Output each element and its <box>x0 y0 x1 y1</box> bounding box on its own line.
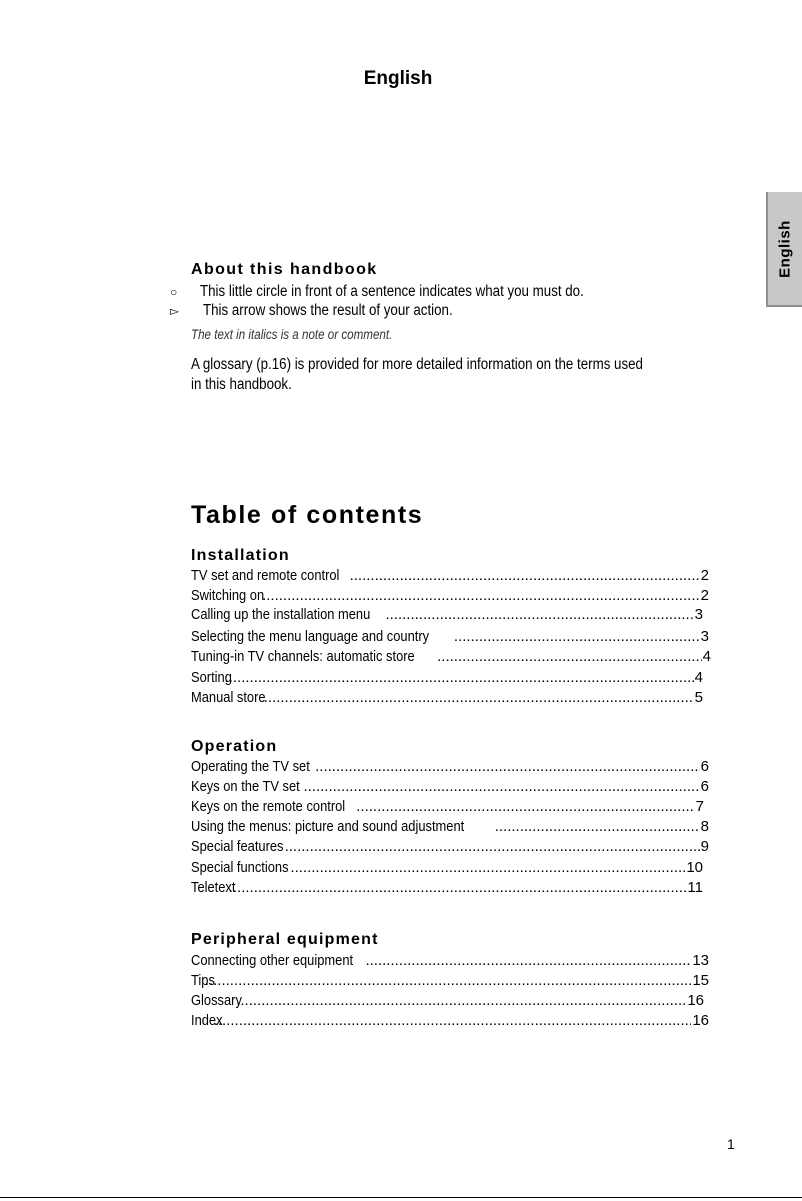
toc-leader <box>290 859 685 876</box>
toc-leader <box>365 952 691 969</box>
glossary-note-line-2 <box>191 376 308 394</box>
italic-note <box>191 327 425 342</box>
toc-entry-title: Operating the TV set <box>191 758 310 775</box>
toc-entry[interactable] <box>191 567 709 587</box>
toc-entry[interactable] <box>191 689 703 709</box>
side-tab-label: English <box>776 219 794 278</box>
bullet-circle-row <box>170 283 177 301</box>
toc-leader <box>262 587 700 604</box>
bullet-arrow-text <box>203 302 493 320</box>
toc-entry-title: Connecting other equipment <box>191 952 354 969</box>
toc-entry[interactable] <box>191 648 711 668</box>
italic-note-text: The text in italics is a note or comment. <box>191 327 393 342</box>
toc-leader <box>205 972 692 989</box>
toc-leader <box>236 992 686 1009</box>
toc-leader <box>264 689 694 706</box>
glossary-note-text-1: A glossary (p.16) is provided for more detailed information on the terms used <box>191 356 643 373</box>
toc-entry[interactable] <box>191 606 703 626</box>
page-number: 1 <box>727 1136 735 1152</box>
bullet-circle-label: This little circle in front of a sentence indicates what you must do. <box>200 283 584 300</box>
toc-entry[interactable] <box>191 879 703 899</box>
toc-entry-page: 13 <box>692 952 709 969</box>
toc-entry-title: Switching on <box>191 587 265 604</box>
toc-entry-page: 15 <box>692 972 709 989</box>
toc-entry-title: Special features <box>191 838 284 855</box>
glossary-note-text-2: in this handbook. <box>191 376 292 393</box>
toc-leader <box>285 838 700 855</box>
toc-entry-title: Keys on the TV set <box>191 778 300 795</box>
bottom-rule <box>0 1197 802 1198</box>
toc-entry[interactable] <box>191 798 704 818</box>
toc-leader <box>229 879 687 896</box>
toc-entry-page: 7 <box>695 798 704 815</box>
toc-entry-page: 2 <box>700 567 709 584</box>
language-side-tab <box>766 192 802 307</box>
toc-leader <box>214 1012 692 1029</box>
toc-entry-title: Tips <box>191 972 215 989</box>
toc-leader <box>350 567 700 584</box>
toc-entry-page: 4 <box>702 648 711 665</box>
toc-entry[interactable] <box>191 992 704 1012</box>
circle-bullet-icon: ○ <box>170 285 178 299</box>
arrow-bullet-icon: ▻ <box>170 304 180 318</box>
toc-leader <box>385 606 693 623</box>
toc-section-heading-operation: Operation <box>191 738 278 755</box>
toc-entry-title: TV set and remote control <box>191 567 340 584</box>
about-heading: About this handbook <box>191 261 378 278</box>
toc-entry[interactable] <box>191 972 709 992</box>
toc-section-heading-peripheral: Peripheral equipment <box>191 931 379 948</box>
toc-leader <box>225 669 694 686</box>
toc-leader <box>437 648 702 665</box>
toc-entry-title: Manual store <box>191 689 266 706</box>
toc-entry[interactable] <box>191 1012 709 1032</box>
toc-entry-page: 11 <box>687 879 703 896</box>
toc-leader <box>303 778 699 795</box>
toc-entry[interactable] <box>191 669 703 689</box>
toc-leader <box>495 818 700 835</box>
glossary-note-line-1 <box>191 356 717 374</box>
toc-entry-title: Special functions <box>191 859 289 876</box>
toc-entry-page: 3 <box>694 606 703 623</box>
toc-entry-title: Index <box>191 1012 223 1029</box>
toc-leader <box>356 798 694 815</box>
toc-entry[interactable] <box>191 758 709 778</box>
toc-entry-page: 2 <box>700 587 709 604</box>
toc-entry-title: Using the menus: picture and sound adjustment <box>191 818 465 835</box>
toc-entry-page: 6 <box>700 778 709 795</box>
toc-entry-page: 8 <box>700 818 709 835</box>
toc-entry-title: Glossary <box>191 992 242 1009</box>
toc-entry-title: Keys on the remote control <box>191 798 346 815</box>
toc-entry-title: Tuning-in TV channels: automatic store <box>191 648 415 665</box>
toc-leader <box>315 758 700 775</box>
bullet-arrow-row <box>170 302 179 320</box>
toc-entry-page: 10 <box>686 859 703 876</box>
toc-title: Table of contents <box>191 501 424 529</box>
toc-leader <box>454 628 700 645</box>
toc-entry-page: 16 <box>692 1012 709 1029</box>
toc-entry-page: 4 <box>694 669 703 686</box>
toc-entry-title: Calling up the installation menu <box>191 606 371 623</box>
toc-entry[interactable] <box>191 838 709 858</box>
toc-entry[interactable] <box>191 587 709 607</box>
toc-entry-page: 3 <box>700 628 709 645</box>
toc-entry[interactable] <box>191 628 709 648</box>
toc-entry-page: 16 <box>687 992 704 1009</box>
bullet-arrow-label: This arrow shows the result of your action. <box>203 302 453 319</box>
toc-entry-page: 5 <box>694 689 703 706</box>
toc-entry-title: Teletext <box>191 879 236 896</box>
toc-entry-page: 9 <box>700 838 709 855</box>
toc-entry-page: 6 <box>700 758 709 775</box>
toc-entry[interactable] <box>191 952 709 972</box>
toc-section-heading-installation: Installation <box>191 547 290 564</box>
bullet-circle-text <box>200 283 646 301</box>
toc-entry[interactable] <box>191 778 709 798</box>
toc-entry[interactable] <box>191 818 709 838</box>
header-language-label: English <box>363 68 433 89</box>
toc-entry[interactable] <box>191 859 703 879</box>
toc-entry-title: Selecting the menu language and country <box>191 628 430 645</box>
toc-entry-title: Sorting <box>191 669 232 686</box>
